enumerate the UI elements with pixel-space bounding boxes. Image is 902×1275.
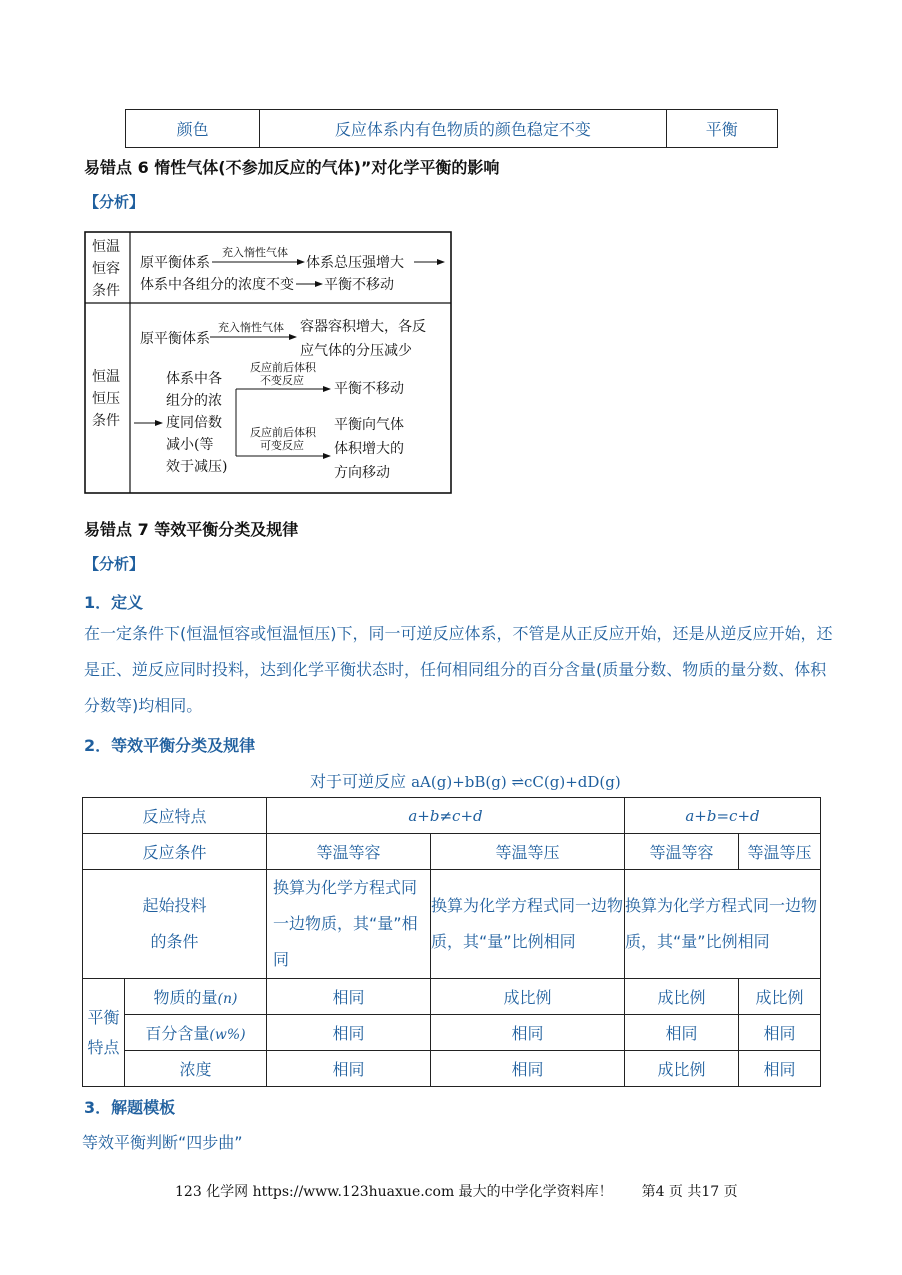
- branch2-result-2: 体积增大的: [334, 441, 404, 457]
- cell-feed-2: [431, 870, 625, 979]
- branch1-label-2: 不变反应: [260, 374, 304, 387]
- amount-label: 物质的量: [153, 988, 218, 1007]
- sec3-text: 等效平衡判断“四步曲”: [82, 1133, 243, 1152]
- sec1-paragraph: [84, 616, 833, 724]
- equilibrium-feature-line-1: 平衡: [87, 1007, 120, 1027]
- branch1-result: 平衡不移动: [334, 381, 404, 397]
- cell-percent-1: 相同: [267, 1015, 431, 1051]
- cell-equilibrium-feature: [83, 979, 125, 1087]
- table-caption-equation: aA(g)+bB(g) ⇌cC(g)+dD(g): [411, 773, 621, 791]
- inert-gas-diagram: [84, 231, 454, 496]
- cell-cond-2: 等温等压: [431, 834, 625, 870]
- branch1-label-1: 反应前后体积: [250, 361, 316, 374]
- table-caption: [310, 769, 621, 792]
- feed-3-line-1: 换算为化学方程式同一边物: [625, 896, 818, 915]
- cell-conc-2: 相同: [431, 1051, 625, 1087]
- initial-feed-line-2: 的条件: [150, 932, 199, 951]
- row2-line1-right-1: 容器容积增大，各反: [300, 319, 426, 335]
- cell-percent-3: 相同: [625, 1015, 739, 1051]
- equilibrium-feature-line-2: 特点: [87, 1037, 120, 1057]
- equivalent-equilibrium-table: [82, 797, 821, 1087]
- cell-conc-4: 相同: [739, 1051, 821, 1087]
- sec1-title: 1．定义: [84, 593, 144, 612]
- cell-initial-feed: [83, 870, 267, 979]
- percent-label: 百分含量: [145, 1024, 210, 1043]
- cell-feature-unequal: a+b≠c+d: [267, 798, 625, 834]
- cell-amount-1: 相同: [267, 979, 431, 1015]
- row2-mid-5: 效于减压): [166, 459, 228, 475]
- cell-amount-2: 成比例: [431, 979, 625, 1015]
- row2-line1-right-2: 应气体的分压减少: [300, 343, 412, 359]
- cell-cond-4: 等温等压: [739, 834, 821, 870]
- top-table-cell-color: 颜色: [126, 110, 260, 148]
- initial-feed-line-1: 起始投料: [142, 896, 207, 915]
- point7-heading: 易错点 7 等效平衡分类及规律: [84, 520, 299, 539]
- percent-unit: (w%): [209, 1027, 246, 1043]
- sec2-title: 2．等效平衡分类及规律: [84, 736, 256, 755]
- feed-1-line-2: 一边物质，其“量”相: [273, 914, 418, 933]
- feed-2-line-2: 质，其“量”比例相同: [431, 932, 576, 951]
- feed-1-line-1: 换算为化学方程式同: [273, 878, 418, 897]
- row2-mid-3: 度同倍数: [166, 415, 222, 431]
- branch2-result-1: 平衡向气体: [334, 417, 404, 433]
- row2-line1-left: 原平衡体系: [140, 331, 210, 347]
- row1-line2-right: 平衡不移动: [324, 277, 394, 293]
- cell-feed-3: [625, 870, 821, 979]
- cell-feed-1: [267, 870, 431, 979]
- cell-cond-1: 等温等容: [267, 834, 431, 870]
- point7-analysis-tag: 【分析】: [84, 555, 145, 573]
- top-table-cell-result: 平衡: [666, 110, 777, 148]
- cell-percent-2: 相同: [431, 1015, 625, 1051]
- cell-percent: [125, 1015, 267, 1051]
- feed-2-line-1: 换算为化学方程式同一边物: [431, 896, 624, 915]
- row2-label-1: 恒温: [92, 369, 120, 385]
- row1-line1-right: 体系总压强增大: [306, 255, 404, 271]
- cell-percent-4: 相同: [739, 1015, 821, 1051]
- cell-concentration: 浓度: [125, 1051, 267, 1087]
- row1-label-1: 恒温: [92, 239, 120, 255]
- page-footer: [175, 1181, 738, 1201]
- point6-heading: 易错点 6 惰性气体(不参加反应的气体)”对化学平衡的影响: [84, 158, 500, 177]
- feed-1-line-3: 同: [273, 950, 290, 969]
- row1-line2-left: 体系中各组分的浓度不变: [140, 277, 294, 293]
- row2-mid-2: 组分的浓: [166, 393, 222, 409]
- cell-conc-3: 成比例: [625, 1051, 739, 1087]
- cell-reaction-feature: 反应特点: [83, 798, 267, 834]
- top-table-cell-desc: 反应体系内有色物质的颜色稳定不变: [260, 110, 666, 148]
- row1-label-2: 恒容: [92, 261, 120, 277]
- row2-mid-1: 体系中各: [166, 371, 222, 387]
- sec1-line-1: 在一定条件下(恒温恒容或恒温恒压)下，同一可逆反应体系，不管是从正反应开始，还是从逆反应开始，还: [84, 624, 833, 643]
- footer-page-number: 第4 页 共17 页: [641, 1184, 738, 1200]
- row1-line1-left: 原平衡体系: [140, 255, 210, 271]
- table-caption-prefix: 对于可逆反应: [310, 772, 407, 791]
- branch2-result-3: 方向移动: [334, 465, 390, 481]
- feed-3-line-2: 质，其“量”比例相同: [625, 932, 770, 951]
- cell-amount: [125, 979, 267, 1015]
- row2-mid-4: 减小(等: [166, 437, 214, 453]
- sec3-title: 3．解题模板: [84, 1098, 176, 1117]
- cell-amount-3: 成比例: [625, 979, 739, 1015]
- branch2-label-2: 可变反应: [260, 439, 304, 452]
- top-table: [125, 109, 778, 148]
- amount-unit: (n): [217, 991, 238, 1007]
- cell-cond-3: 等温等容: [625, 834, 739, 870]
- cell-reaction-condition: 反应条件: [83, 834, 267, 870]
- footer-site: 123 化学网 https://www.123huaxue.com 最大的中学化学资料库！: [175, 1184, 613, 1200]
- cell-conc-1: 相同: [267, 1051, 431, 1087]
- row1-label-3: 条件: [92, 283, 120, 299]
- branch2-label-1: 反应前后体积: [250, 426, 316, 439]
- row2-arrow-label: 充入惰性气体: [218, 321, 284, 334]
- row2-label-3: 条件: [92, 413, 120, 429]
- point6-analysis-tag: 【分析】: [84, 193, 145, 211]
- row1-arrow-label: 充入惰性气体: [222, 246, 288, 259]
- sec1-line-2: 是正、逆反应同时投料，达到化学平衡状态时，任何相同组分的百分含量(质量分数、物质的量分数、体积: [84, 660, 827, 679]
- sec1-line-3: 分数等)均相同。: [84, 696, 203, 715]
- cell-feature-equal: a+b=c+d: [625, 798, 821, 834]
- cell-amount-4: 成比例: [739, 979, 821, 1015]
- row2-label-2: 恒压: [92, 391, 120, 407]
